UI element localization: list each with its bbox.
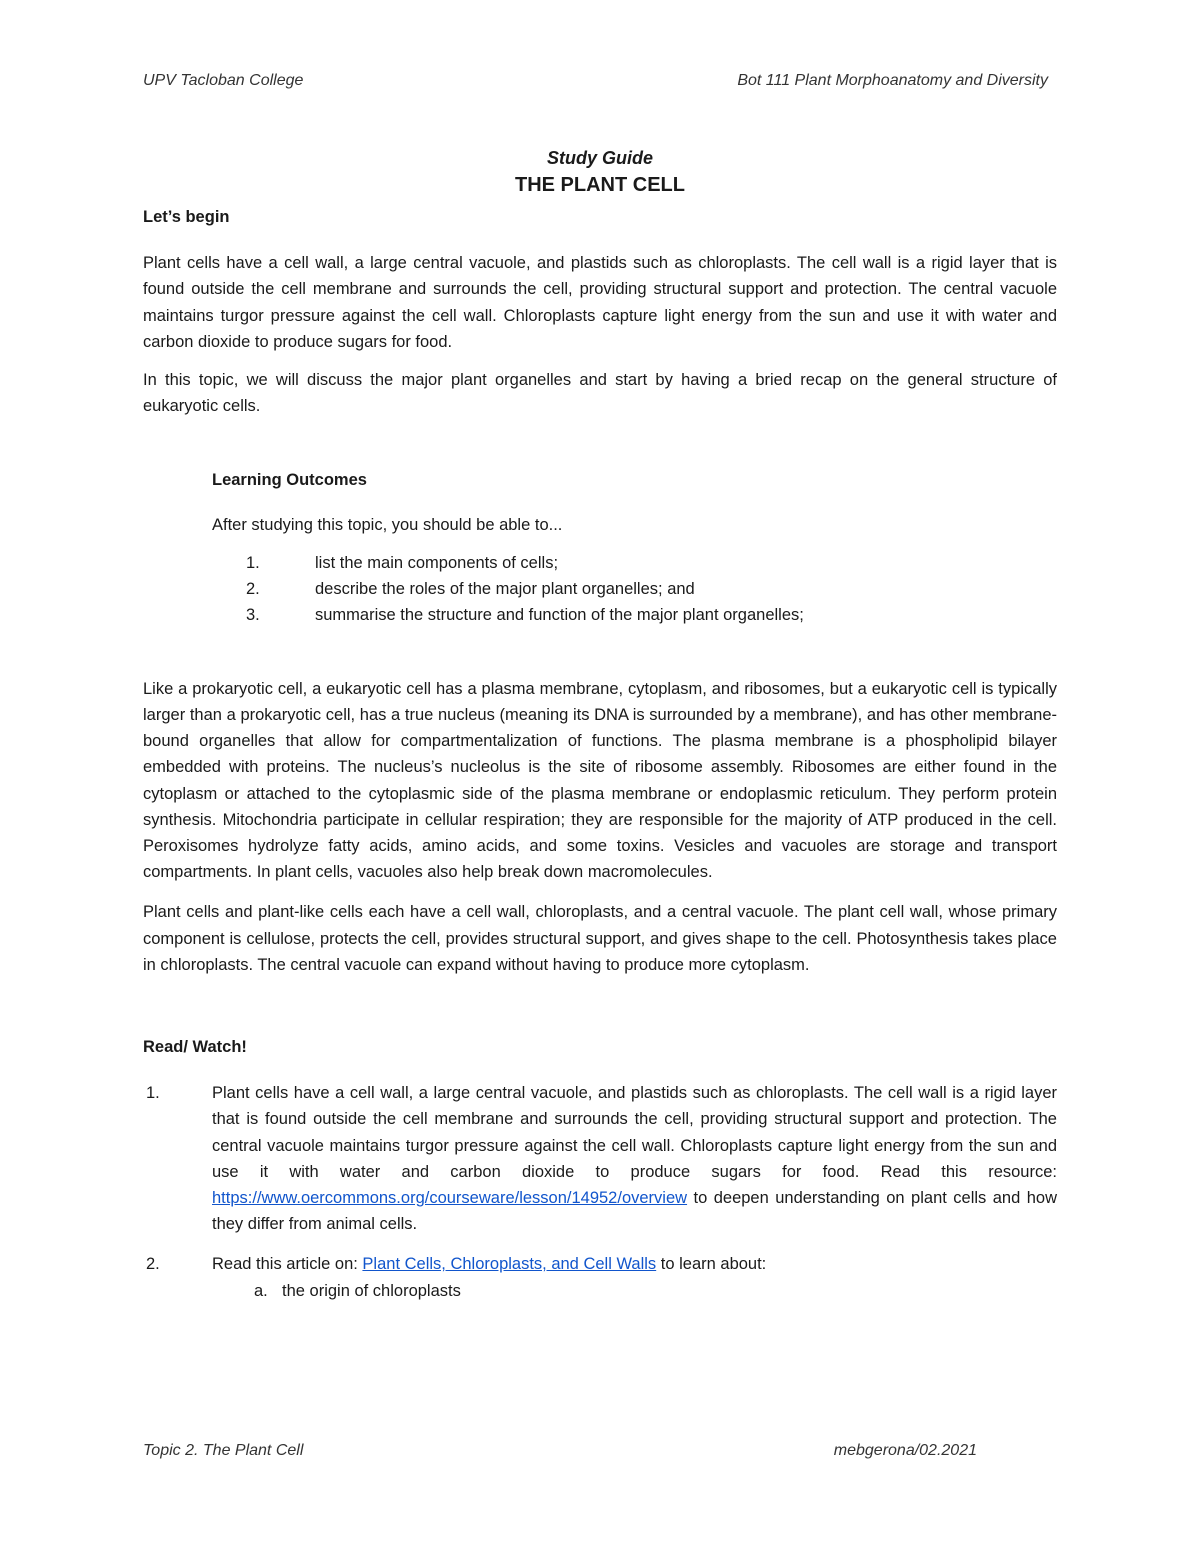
learning-outcomes-heading: Learning Outcomes <box>212 471 367 490</box>
list-text: list the main components of cells; <box>315 553 559 572</box>
document-body <box>143 146 1057 1304</box>
intro-paragraph: Plant cells have a cell wall, a large central vacuole, and plastids such as chloroplasts. The cell wall is a rigid layer that is found outside the cell membrane and surrounds the cell, providing structural support and protection. The central vacuole maintains turgor pressure against the cell wall. Chloroplasts capture light energy from the sun and use it with water and carbon dioxide to produce sugars for food. <box>143 254 1057 351</box>
sub-list-letter: a. <box>254 1281 268 1300</box>
sub-list-item <box>212 1278 1057 1304</box>
footer-topic: Topic 2. The Plant Cell <box>143 1442 304 1459</box>
sub-list-text: the origin of chloroplasts <box>282 1281 461 1300</box>
read-item-text-after: to deepen understanding on plant cells and how they differ from animal cells. <box>212 1189 1057 1234</box>
sub-list <box>212 1278 1057 1304</box>
page-header <box>143 72 1048 90</box>
read-item-text <box>212 1080 1057 1237</box>
list-item <box>143 576 1057 602</box>
list-number: 3. <box>246 605 260 624</box>
list-item <box>143 1251 1057 1303</box>
list-item <box>143 550 1057 576</box>
read-item-text-before: Read this article on: <box>212 1255 363 1274</box>
learning-outcomes-list <box>143 550 1057 628</box>
list-item <box>143 1080 1057 1237</box>
learning-outcomes-section <box>212 467 1057 537</box>
list-text: summarise the structure and function of the major plant organelles; <box>315 605 804 624</box>
read-item-text-after: to learn about: <box>656 1255 767 1274</box>
header-course: Bot 111 Plant Morphoanatomy and Diversity <box>737 72 1048 89</box>
plant-cell-paragraph: Plant cells and plant-like cells each have a cell wall, chloroplasts, and a central vacuole. The plant cell wall, whose primary component is cellulose, protects the cell, provides structural support, and gives shape to the cell. Photosynthesis takes place in chloroplasts. The central vacuole can expand without having to produce more cytoplasm. <box>143 903 1057 974</box>
header-institution: UPV Tacloban College <box>143 72 304 89</box>
footer-author-date: mebgerona/02.2021 <box>833 1442 977 1459</box>
list-number: 1. <box>246 553 260 572</box>
document-title: THE PLANT CELL <box>515 174 685 196</box>
read-item-text <box>212 1251 1057 1303</box>
read-item-text-before: Plant cells have a cell wall, a large central vacuole, and plastids such as chloroplasts. The cell wall is a rigid layer that is found outside the cell membrane and surrounds the cell, providing structural support and protection. The central vacuole maintains turgor pressure against the cell wall. Chloroplasts capture light energy from the sun and use it with water and carbon dioxide to produce sugars for food. Read this resource: <box>212 1084 1057 1181</box>
topic-paragraph: In this topic, we will discuss the major plant organelles and start by having a bried recap on the general structure of eukaryotic cells. <box>143 371 1057 416</box>
list-number: 2. <box>246 579 260 598</box>
list-text: describe the roles of the major plant organelles; and <box>315 579 695 598</box>
plant-cells-article-link[interactable]: Plant Cells, Chloroplasts, and Cell Walls <box>362 1255 657 1274</box>
list-item <box>143 602 1057 628</box>
list-number: 1. <box>146 1084 160 1103</box>
list-number: 2. <box>146 1255 160 1274</box>
read-watch-list <box>143 1080 1057 1304</box>
lets-begin-heading: Let’s begin <box>143 208 230 226</box>
eukaryotic-paragraph: Like a prokaryotic cell, a eukaryotic cell has a plasma membrane, cytoplasm, and ribosomes, but a eukaryotic cell is typically larger than a prokaryotic cell, has a true nucleus (meaning its DNA is surrounded by a membrane), and has other membrane-bound organelles that allow for compartmentalization of functions. The plasma membrane is a phospholipid bilayer embedded with proteins. The nucleus’s nucleolus is the site of ribosome assembly. Ribosomes are either found in the cytoplasm or attached to the cytoplasmic side of the plasma membrane or endoplasmic reticulum. They perform protein synthesis. Mitochondria participate in cellular respiration; they are responsible for the majority of ATP produced in the cell. Peroxisomes hydrolyze fatty acids, amino acids, and some toxins. Vesicles and vacuoles are storage and transport compartments. In plant cells, vacuoles also help break down macromolecules. <box>143 679 1057 882</box>
oercommons-link[interactable]: https://www.oercommons.org/courseware/lesson/14952/overview <box>212 1189 688 1208</box>
page-footer <box>143 1442 977 1460</box>
document-subtitle: Study Guide <box>546 148 653 168</box>
read-watch-heading: Read/ Watch! <box>143 1038 247 1057</box>
learning-outcomes-intro: After studying this topic, you should be able to... <box>212 515 563 534</box>
